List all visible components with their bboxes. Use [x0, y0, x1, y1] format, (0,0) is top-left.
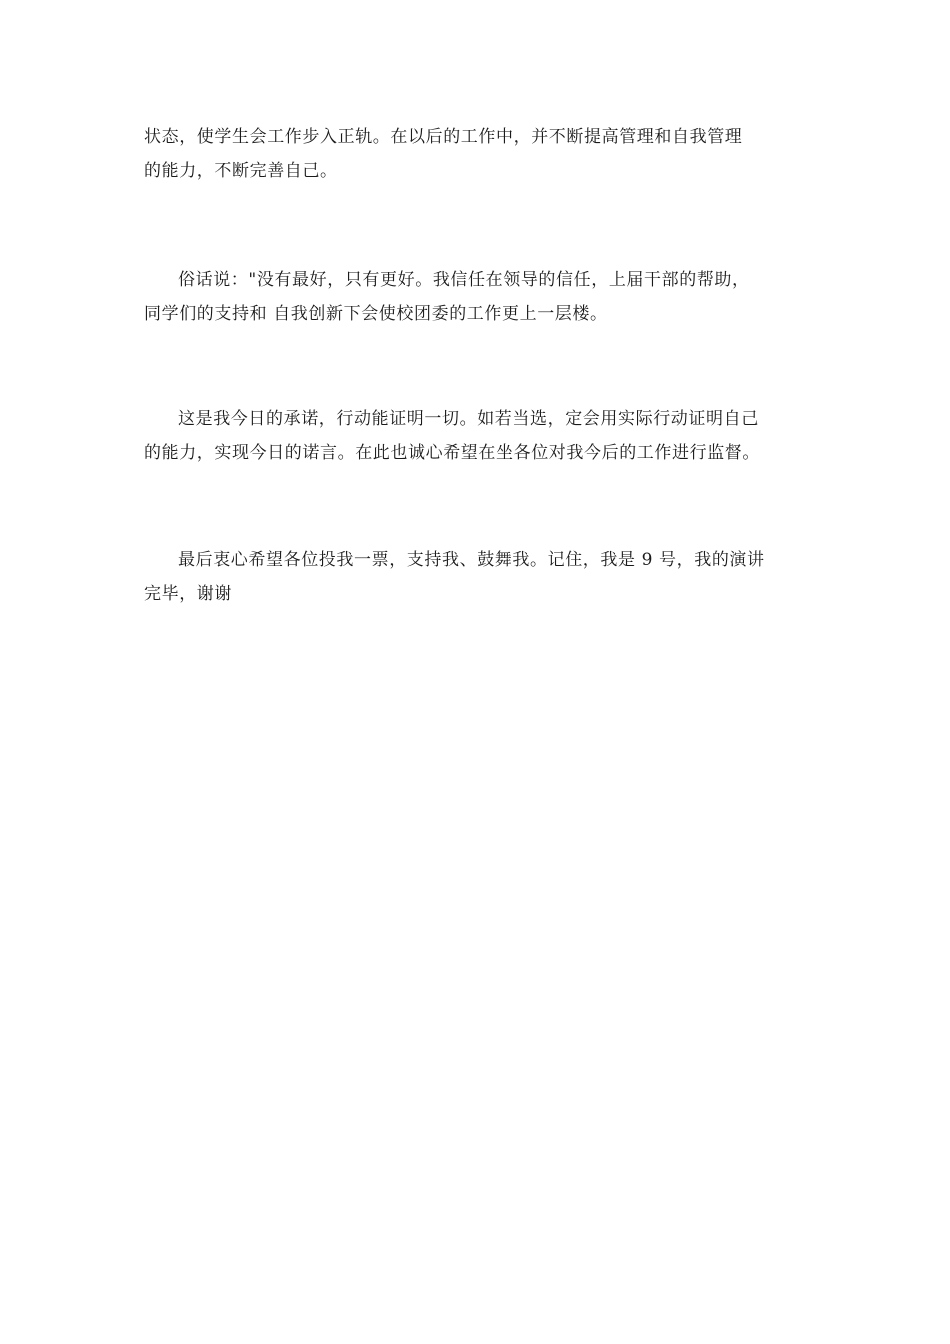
paragraph-line: 的能力，实现今日的诺言。在此也诚心希望在坐各位对我今后的工作进行监督。 — [144, 443, 760, 463]
paragraph-line: 俗话说："没有最好，只有更好。我信任在领导的信任，上届干部的帮助， — [178, 270, 750, 290]
paragraph-line: 同学们的支持和 自我创新下会使校团委的工作更上一层楼。 — [144, 304, 608, 324]
paragraph-promise — [144, 402, 824, 470]
paragraph-line: 完毕，谢谢 — [144, 584, 232, 604]
paragraph-line: 状态，使学生会工作步入正轨。在以后的工作中，并不断提高管理和自我管理 — [144, 127, 743, 147]
paragraph-closing — [144, 543, 824, 611]
paragraph-line: 的能力，不断完善自己。 — [144, 161, 338, 181]
paragraph-continuation — [144, 120, 824, 188]
paragraph-line: 最后衷心希望各位投我一票，支持我、鼓舞我。记住，我是 9 号，我的演讲 — [178, 550, 765, 570]
paragraph-proverb — [144, 263, 824, 331]
paragraph-line: 这是我今日的承诺，行动能证明一切。如若当选，定会用实际行动证明自己 — [178, 409, 759, 429]
